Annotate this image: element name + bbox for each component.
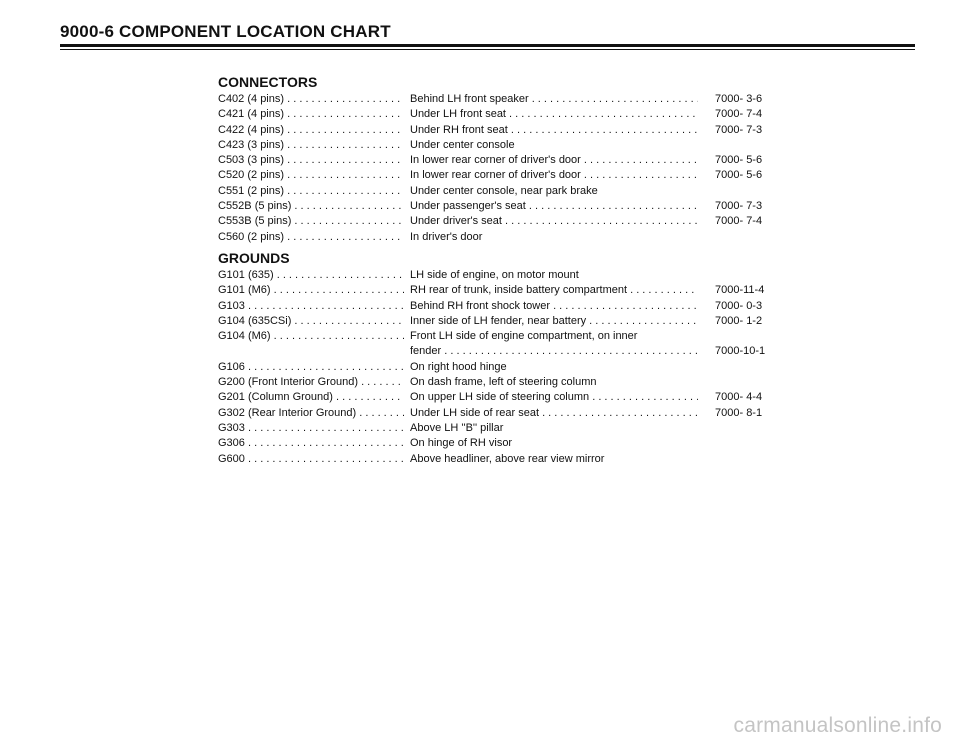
header-rule-thin: [60, 49, 915, 50]
table-row: [218, 390, 778, 405]
page-reference: 7000- 5-6: [715, 154, 763, 167]
page-reference: 7000- 1-2: [715, 314, 763, 327]
component-location: Behind LH front speaker . . .: [410, 92, 698, 107]
component-id: G101 (M6) . . .: [218, 283, 404, 298]
component-location: Above LH ''B'' pillar: [410, 421, 504, 434]
component-id: C552B (5 pins) . . .: [218, 199, 404, 214]
table-row: [218, 214, 778, 229]
table-row: [218, 406, 778, 421]
page-reference: 7000- 7-4: [715, 215, 763, 228]
component-location: Front LH side of engine compartment, on inner: [410, 330, 638, 343]
component-location: RH rear of trunk, inside battery compartment . . .: [410, 283, 698, 298]
table-row: [218, 299, 778, 314]
table-row: [218, 153, 778, 168]
header-rule: [60, 44, 915, 47]
grounds-heading: GROUNDS: [218, 249, 290, 266]
table-row: [218, 375, 778, 390]
page-reference: 7000- 4-4: [715, 391, 763, 404]
component-id: C402 (4 pins) . . .: [218, 92, 404, 107]
table-row: [218, 314, 778, 329]
page-reference: 7000- 7-4: [715, 108, 763, 121]
table-row: [218, 138, 778, 153]
component-id: G106 . . .: [218, 360, 404, 375]
table-row: [218, 344, 778, 359]
component-location: On right hood hinge: [410, 360, 507, 373]
component-id: C553B (5 pins) . . .: [218, 214, 404, 229]
connectors-heading: CONNECTORS: [218, 74, 318, 90]
component-location: Above headliner, above rear view mirror: [410, 452, 605, 465]
component-id: C551 (2 pins) . . .: [218, 184, 404, 199]
grounds-list: [218, 268, 778, 467]
component-id: G103 . . .: [218, 299, 404, 314]
component-id: C560 (2 pins) . . .: [218, 230, 404, 245]
table-row: [218, 168, 778, 183]
component-id: G104 (635CSi) . . .: [218, 314, 404, 329]
table-row: [218, 329, 778, 344]
component-id: C421 (4 pins) . . .: [218, 107, 404, 122]
component-location: Under LH front seat . . .: [410, 107, 698, 122]
page-reference: 7000-11-4: [715, 284, 765, 297]
component-id: G101 (635) . . .: [218, 268, 404, 283]
page-reference: 7000- 5-6: [715, 169, 763, 182]
component-id: C423 (3 pins) . . .: [218, 138, 404, 153]
component-location: fender . . .: [410, 344, 698, 359]
component-location: In lower rear corner of driver's door . . .: [410, 168, 698, 183]
table-row: [218, 184, 778, 199]
table-row: [218, 199, 778, 214]
component-location: Inner side of LH fender, near battery . . .: [410, 314, 698, 329]
table-row: [218, 123, 778, 138]
page-reference: 7000- 7-3: [715, 200, 763, 213]
table-row: [218, 436, 778, 451]
page-title: 9000-6 COMPONENT LOCATION CHART: [60, 22, 391, 41]
table-row: [218, 421, 778, 436]
component-id: G302 (Rear Interior Ground) . . .: [218, 406, 404, 421]
page-reference: 7000-10-1: [715, 345, 766, 358]
component-location: On dash frame, left of steering column: [410, 376, 597, 389]
table-row: [218, 360, 778, 375]
component-location: Under center console: [410, 138, 515, 151]
component-id: C422 (4 pins) . . .: [218, 123, 404, 138]
page-reference: 7000- 7-3: [715, 123, 763, 136]
page-reference: 7000- 8-1: [715, 406, 763, 419]
component-location: Under driver's seat . . .: [410, 214, 698, 229]
component-id: G104 (M6) . . .: [218, 329, 404, 344]
component-id: C520 (2 pins) . . .: [218, 168, 404, 183]
component-location: In lower rear corner of driver's door . . .: [410, 153, 698, 168]
component-id: C503 (3 pins) . . .: [218, 153, 404, 168]
component-location: LH side of engine, on motor mount: [410, 268, 579, 281]
table-row: [218, 92, 778, 107]
page-reference: 7000- 3-6: [715, 93, 763, 105]
table-row: [218, 452, 778, 467]
connectors-list: [218, 92, 778, 245]
page-header: [60, 22, 920, 48]
table-row: [218, 230, 778, 245]
table-row: [218, 268, 778, 283]
table-row: [218, 283, 778, 298]
component-id: G306 . . .: [218, 436, 404, 451]
component-id: G201 (Column Ground) . . .: [218, 390, 404, 405]
component-location-chart: [218, 72, 778, 467]
component-location: Behind RH front shock tower . . .: [410, 299, 698, 314]
component-location: On hinge of RH visor: [410, 437, 513, 450]
component-location: In driver's door: [410, 230, 483, 243]
component-id: G600 . . .: [218, 452, 404, 467]
component-id: G303 . . .: [218, 421, 404, 436]
component-id: G200 (Front Interior Ground) . . .: [218, 375, 404, 390]
component-location: Under LH side of rear seat . . .: [410, 406, 698, 421]
component-location: Under center console, near park brake: [410, 184, 598, 197]
component-location: On upper LH side of steering column . . .: [410, 390, 698, 405]
component-location: Under RH front seat . . .: [410, 123, 698, 138]
watermark-text: carmanualsonline.info: [733, 714, 942, 737]
component-location: Under passenger's seat . . .: [410, 199, 698, 214]
page-reference: 7000- 0-3: [715, 299, 763, 312]
table-row: [218, 107, 778, 122]
